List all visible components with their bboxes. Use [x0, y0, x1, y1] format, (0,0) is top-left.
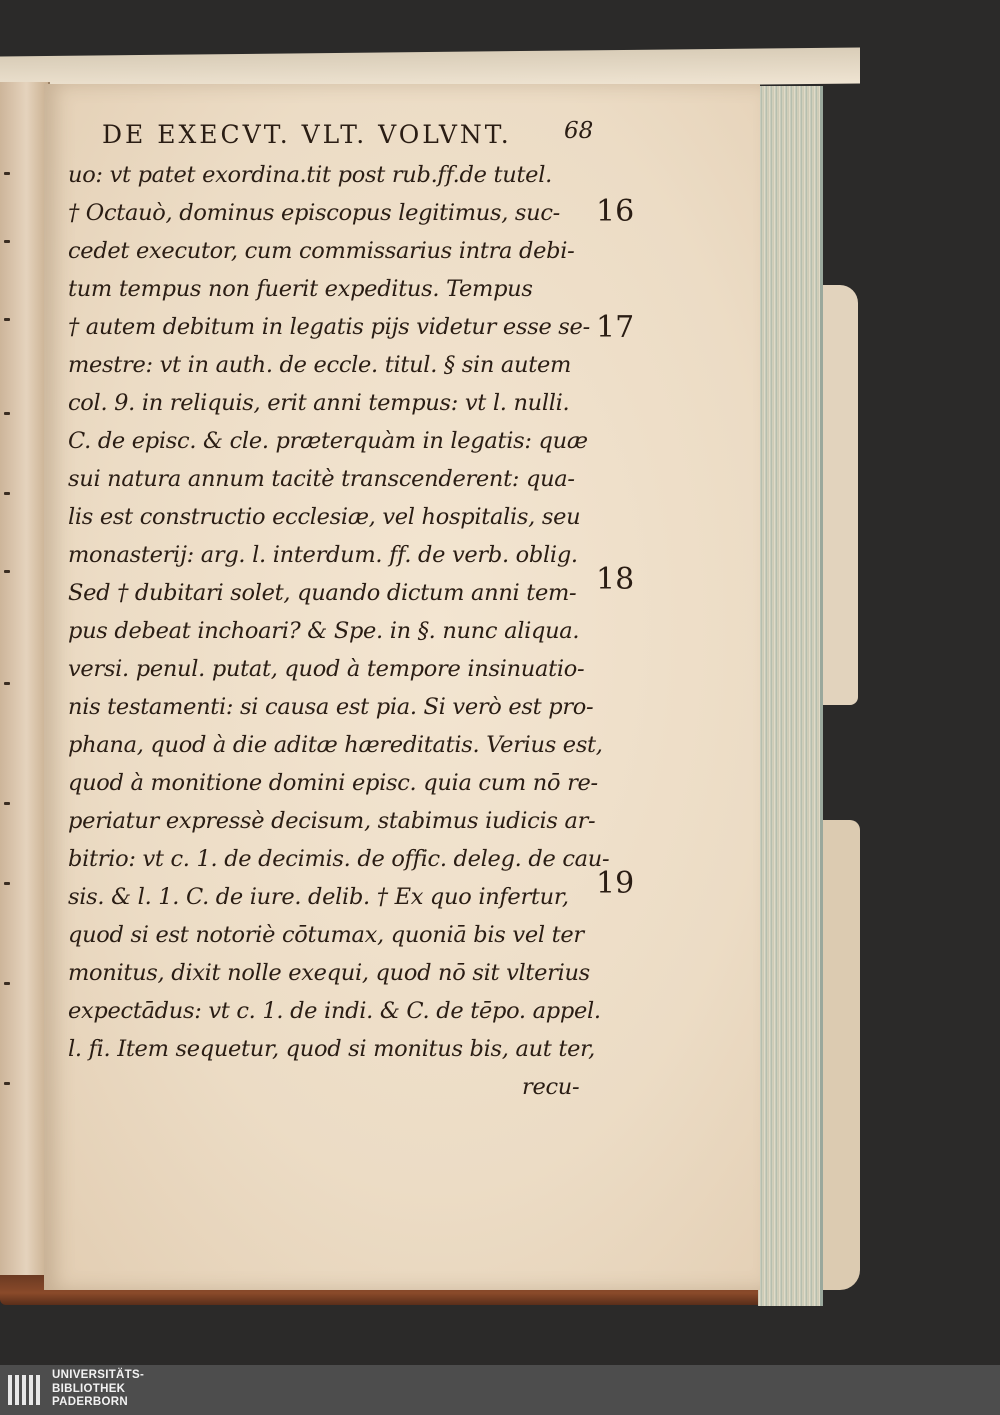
library-name-line: UNIVERSITÄTS-	[52, 1369, 145, 1381]
text-line: mestre: vt in auth. de eccle. titul. § sin autem	[68, 352, 571, 378]
library-name	[52, 1369, 144, 1410]
right-page	[44, 84, 760, 1290]
text-line: † Octauò, dominus episcopus legitimus, suc-	[68, 200, 560, 226]
running-head: DE EXECVT. VLT. VOLVNT.	[102, 120, 512, 149]
catchword: recu-	[522, 1074, 580, 1100]
text-line: tum tempus non fuerit expeditus. Tempus	[68, 276, 533, 302]
margin-number: 18	[596, 562, 635, 597]
text-line: l. fi. Item sequetur, quod si monitus bis, aut ter,	[68, 1036, 595, 1062]
page-text-block	[44, 84, 760, 1290]
left-facing-page	[0, 82, 50, 1292]
text-line: sis. & l. 1. C. de iure. delib. † Ex quo infertur,	[68, 884, 569, 910]
margin-number: 16	[596, 194, 635, 229]
text-line: col. 9. in reliquis, erit anni tempus: vt l. nulli.	[68, 390, 570, 416]
text-line: nis testamenti: si causa est pia. Si verò est pro-	[68, 694, 594, 720]
text-line: phana, quod à die aditæ hæreditatis. Verius est,	[68, 732, 603, 758]
text-line: bitrio: vt c. 1. de decimis. de offic. deleg. de cau-	[68, 846, 610, 872]
folio-number: 68	[564, 118, 594, 144]
text-line: monasterij: arg. l. interdum. ff. de verb. oblig.	[68, 542, 578, 568]
text-line: † autem debitum in legatis pijs videtur esse se-	[68, 314, 590, 340]
text-line: versi. penul. putat, quod à tempore insinuatio-	[68, 656, 585, 682]
text-line: sui natura annum tacitè transcenderent: qua-	[68, 466, 575, 492]
text-line: periatur expressè decisum, stabimus iudicis ar-	[68, 808, 596, 834]
text-line: uo: vt patet exordina.tit post rub.ff.de tutel.	[68, 162, 552, 188]
library-name-line: PADERBORN	[52, 1396, 128, 1408]
text-line: pus debeat inchoari? & Spe. in §. nunc aliqua.	[68, 618, 580, 644]
text-line: cedet executor, cum commissarius intra debi-	[68, 238, 575, 264]
text-line: C. de episc. & cle. præterquàm in legatis: quæ	[68, 428, 588, 454]
page-flap	[818, 820, 860, 1290]
library-logo-icon	[6, 1373, 42, 1407]
text-line: lis est constructio ecclesiæ, vel hospitalis, seu	[68, 504, 581, 530]
text-line: expectādus: vt c. 1. de indi. & C. de tēpo. appel.	[68, 998, 601, 1024]
text-line: monitus, dixit nolle exequi, quod nō sit vlterius	[68, 960, 590, 986]
library-name-line: BIBLIOTHEK	[52, 1382, 126, 1395]
library-footer-bar	[0, 1365, 1000, 1415]
margin-number: 17	[596, 310, 635, 345]
margin-number: 19	[596, 866, 635, 901]
text-line: quod à monitione domini episc. quia cum nō re-	[68, 770, 598, 796]
page-flap	[818, 285, 858, 705]
book-fore-edge	[758, 86, 823, 1306]
text-line: Sed † dubitari solet, quando dictum anni tem-	[68, 580, 577, 606]
text-line: quod si est notoriè cōtumax, quoniā bis vel ter	[68, 922, 584, 948]
